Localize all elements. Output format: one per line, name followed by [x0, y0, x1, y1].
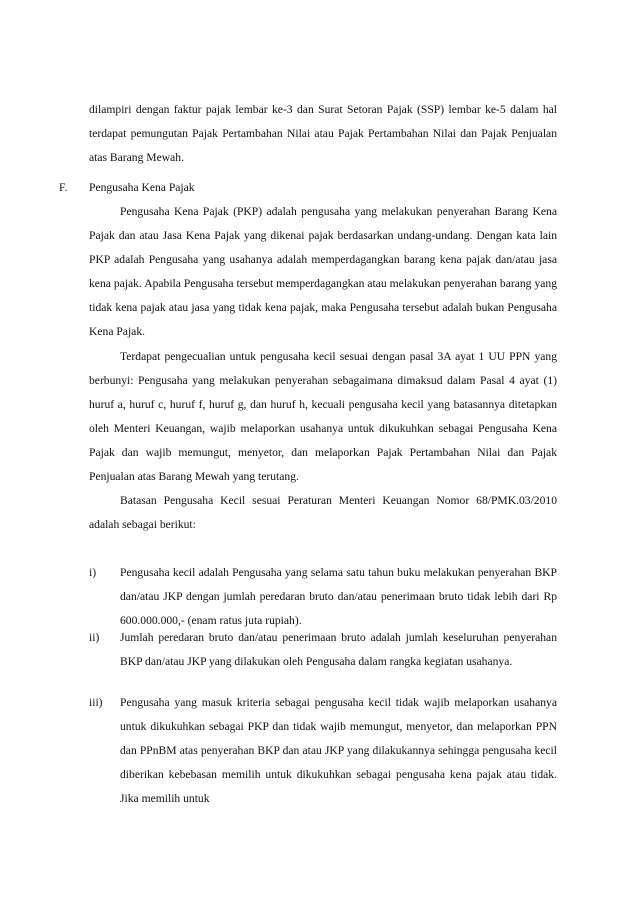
section-letter: F. [59, 181, 68, 194]
section-body [89, 200, 557, 537]
paragraph-limits: Batasan Pengusaha Kecil sesuai Peraturan Menteri Keuangan Nomor 68/PMK.03/2010 adalah sebagai berikut: [89, 494, 557, 532]
intro-text: dilampiri dengan faktur pajak lembar ke-3 dan Surat Setoran Pajak (SSP) lembar ke-5 dalam hal terdapat pemungutan Pajak Pertambahan Nilai atau Pajak Pertambahan Nilai dan Pajak Penjualan atas Barang Mewah. [89, 103, 557, 165]
intro-paragraph [89, 98, 557, 170]
paragraph-exception: Terdapat pengecualian untuk pengusaha kecil sesuai dengan pasal 3A ayat 1 UU PPN yang berbunyi: Pengusaha yang melakukan penyerahan sebagaimana dimaksud dalam Pasal 4 ayat (1) huruf a, huruf c, huruf f, huruf g, dan huruf h, kecuali pengusaha kecil yang batasannya ditetapkan oleh Menteri Keuangan, wajib melaporkan usahanya untuk dikukuhkan sebagai Pengusaha Kena Pajak dan wajib memungut, menyetor, dan melaporkan Pajak Pertambahan Nilai dan Pajak Penjualan atas Barang Mewah yang terutang. [89, 349, 557, 484]
list-marker: i) [89, 566, 97, 579]
section-title: Pengusaha Kena Pajak [89, 181, 195, 194]
list-item: Pengusaha kecil adalah Pengusaha yang selama satu tahun buku melakukan penyerahan BKP dan/atau JKP dengan jumlah peredaran bruto dan/atau penerimaan bruto tidak lebih dari Rp 600.000.000,- (enam ratus juta rupiah). [120, 566, 557, 628]
list-item: Jumlah peredaran bruto dan/atau penerimaan bruto adalah jumlah keseluruhan penyerahan BKP dan/atau JKP yang dilakukan oleh Pengusaha dalam rangka kegiatan usahanya. [120, 631, 557, 669]
list-marker: iii) [89, 696, 103, 709]
list-item: Pengusaha yang masuk kriteria sebagai pengusaha kecil tidak wajib melaporkan usahanya untuk dikukuhkan sebagai PKP dan tidak wajib memungut, menyetor, dan melaporkan PPN dan PPnBM atas penyerahan BKP dan atau JKP yang dilakukannya sehingga pengusaha kecil diberikan kebebasan memilih untuk dikukuhkan sebagai pengusaha kena pajak atau tidak. Jika memilih untuk [120, 696, 557, 806]
paragraph-pkp-definition: Pengusaha Kena Pajak (PKP) adalah pengusaha yang melakukan penyerahan Barang Kena Pajak dan atau Jasa Kena Pajak yang dikenai pajak berdasarkan undang-undang. Dengan kata lain PKP adalah Pengusaha yang usahanya adalah memperdagangkan barang kena pajak dan/atau jasa kena pajak. Apabila Pengusaha tersebut memperdagangkan atau melakukan penyerahan barang yang tidak kena pajak atau jasa yang tidak kena pajak, maka Pengusaha tersebut adalah bukan Pengusaha Kena Pajak. [89, 205, 557, 339]
list-marker: ii) [89, 631, 100, 644]
